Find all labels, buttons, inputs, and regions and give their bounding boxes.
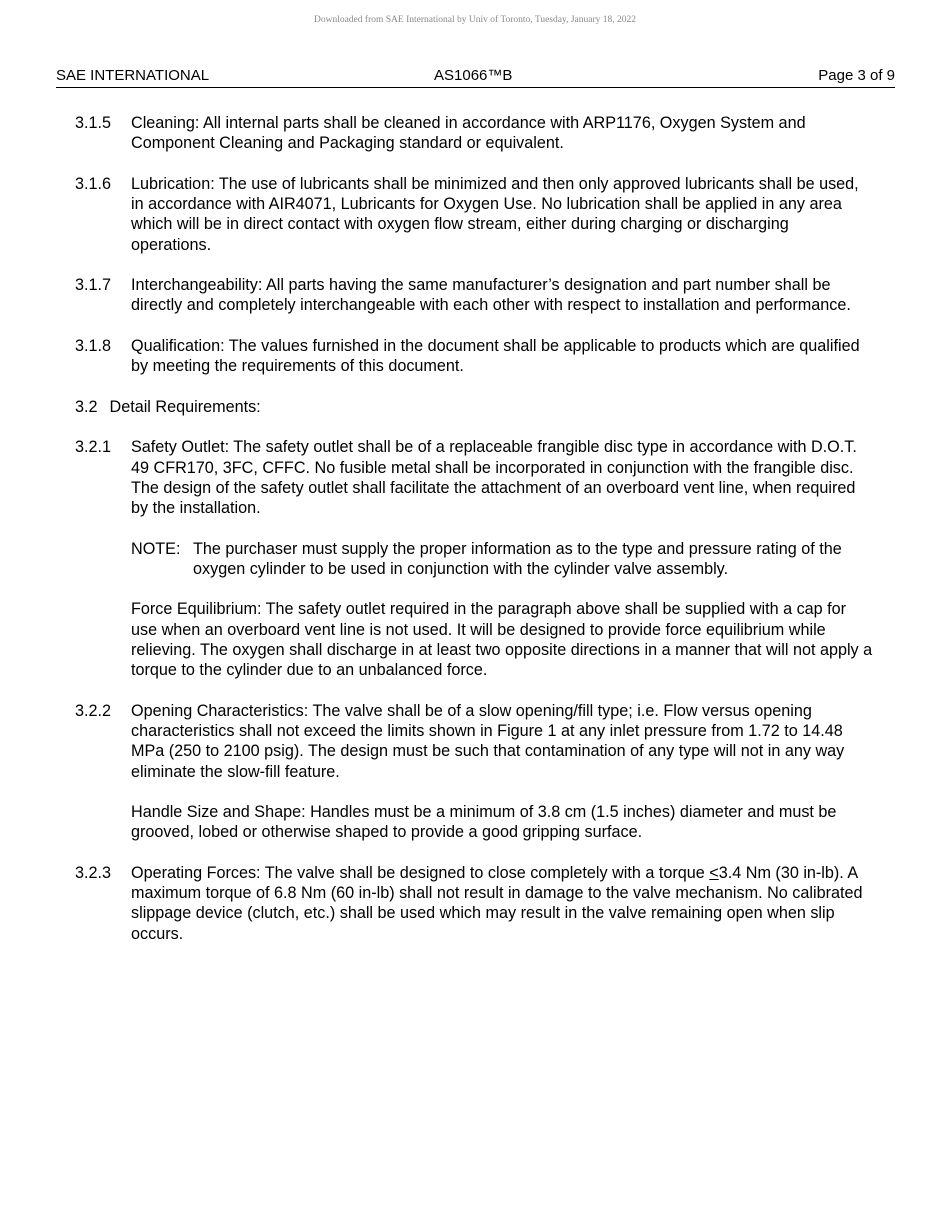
text-part-a: Operating Forces: The valve shall be designed to close completely with a torque [131,863,710,882]
document-body [0,113,950,964]
section-3-1-7 [0,275,950,316]
paragraph-text: Force Equilibrium: The safety outlet required in the paragraph above shall be supplied with a cap for use when an overboard vent line is not used. It will be designed to provide force equilibrium while relieving. The oxygen shall discharge in at least two opposite directions in a manner that will not apply a torque to the cylinder due to an unbalanced force. [131,600,873,680]
section-number: 3.1.8 [75,336,112,355]
section-number: 3.2 [75,397,98,416]
section-3-2-heading [75,397,950,417]
section-3-2-3 [0,863,950,944]
less-equal-symbol: < [709,863,719,882]
force-equilibrium-paragraph [0,599,950,680]
section-text: Safety Outlet: The safety outlet shall be of a replaceable frangible disc type in accordance with D.O.T. 49 CFR170, 3FC, CFFC. No fusible metal shall be incorporated in conjunction with the frangible disc. The design of the safety outlet shall facilitate the attachment of an overboard vent line, when required by the installation. [131,438,857,518]
section-3-1-8 [0,336,950,377]
section-number: 3.2.1 [75,438,112,457]
section-number: 3.1.7 [75,276,112,295]
section-text: Interchangeability: All parts having the same manufacturer’s designation and part number shall be directly and completely interchangeable with each other with respect to installation and performance. [131,276,851,315]
section-text: Opening Characteristics: The valve shall be of a slow opening/fill type; i.e. Flow versus opening characteristics shall not exceed the limits shown in Figure 1 at any inlet pressure from 1.72 to 14.48 MPa (250 to 2100 psig). The design must be such that contamination of any type will not in any way eliminate the slow-fill feature. [131,701,845,781]
header-document-id: AS1066™B [434,67,513,84]
section-number: 3.2.3 [75,863,112,882]
section-number: 3.2.2 [75,701,112,720]
header-page-number: Page 3 of 9 [818,67,895,84]
section-3-1-5 [0,113,950,154]
note-block [131,539,873,580]
note-label: NOTE: [131,539,181,558]
note-text: The purchaser must supply the proper information as to the type and pressure rating of the oxygen cylinder to be used in conjunction with the cylinder valve assembly. [193,539,842,578]
section-number: 3.1.5 [75,114,112,132]
section-3-2-2 [0,701,950,782]
section-3-2-1 [0,437,950,518]
section-3-1-6 [0,174,950,255]
section-heading: Detail Requirements: [109,397,261,416]
header-organization: SAE INTERNATIONAL [56,67,210,84]
section-text: Qualification: The values furnished in the document shall be applicable to products which are qualified by meeting the requirements of this document. [131,336,860,376]
paragraph-text: Handle Size and Shape: Handles must be a minimum of 3.8 cm (1.5 inches) diameter and must be grooved, lobed or otherwise shaped to provide a good gripping surface. [131,803,837,842]
section-text [131,863,873,944]
section-number: 3.1.6 [75,174,112,193]
section-text: Lubrication: The use of lubricants shall be minimized and then only approved lubricants shall be used, in accordance with AIR4071, Lubricants for Oxygen Use. No lubrication shall be applied in any area which will be in direct contact with oxygen flow stream, either during charging or discharging operations. [131,174,859,254]
page-header [56,67,895,88]
section-text: Cleaning: All internal parts shall be cleaned in accordance with ARP1176, Oxygen System and Component Cleaning and Packaging standard or equivalent. [131,114,806,153]
download-watermark: Downloaded from SAE International by Univ of Toronto, Tuesday, January 18, 2022 [313,15,637,25]
text-part-b: 3.4 Nm (30 in-lb). A maximum torque of 6.8 Nm (60 in-lb) shall not result in damage to the valve mechanism. No calibrated slippage device (clutch, etc.) shall be used which may result in the valve remaining open when slip occurs. [131,863,863,943]
handle-size-paragraph [0,802,950,843]
